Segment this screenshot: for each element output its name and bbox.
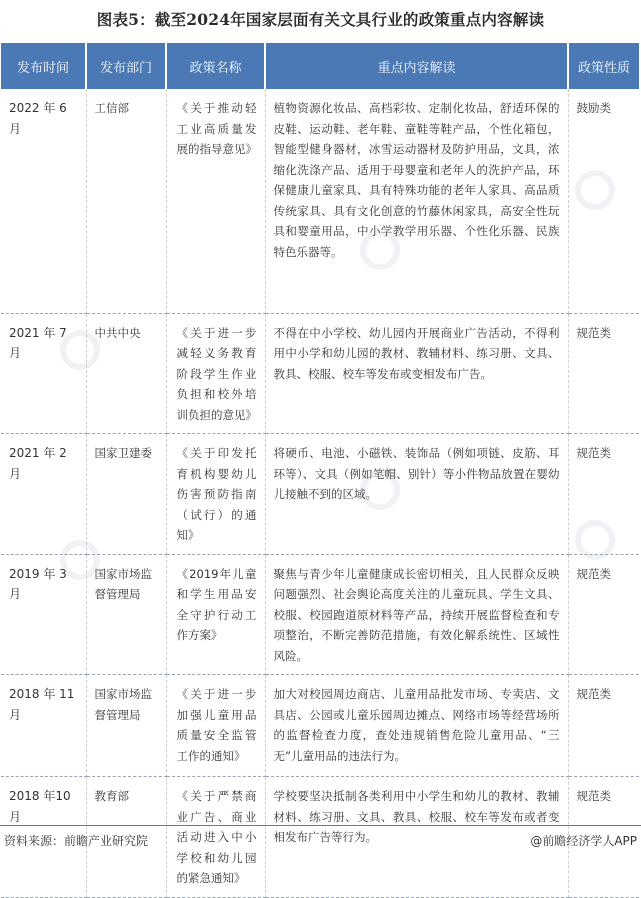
cell-content: 聚焦与青少年儿童健康成长密切相关，且人民群众反映问题强烈、社会舆论高度关注的儿童玩具、学生文具、校服、校园跑道原材料等产品，持续开展监督检查和专项整治，不断完善防范措施，有效化解系统性、区域性风险。: [265, 554, 568, 675]
cell-content: 植物资源化妆品、高档彩妆、定制化妆品，舒适环保的皮鞋、运动鞋、老年鞋、童鞋等鞋产品，个性化箱包，智能型健身器材，冰雪运动器材及防护用品，文具，浓缩化洗涤产品、适用于母婴童和老年人的洗护产品，环保健康儿童家具、具有特殊功能的老年人家具、高品质传统家具、具有文化创意的竹藤休闲家具，高安全性玩具和婴童用品，中小学教学用乐器、个性化乐器、民族特色乐器等。: [265, 89, 568, 313]
cell-content: 不得在中小学校、幼儿园内开展商业广告活动，不得利用中小学和幼儿园的教材、教辅材料、练习册、文具、教具、校服、校车等发布或变相发布广告。: [265, 313, 568, 434]
header-policy-name: 政策名称: [166, 43, 265, 89]
table-row: [1, 675, 639, 777]
source-note: 资料来源：前瞻产业研究院: [4, 834, 149, 848]
cell-dept: 教育部: [86, 777, 166, 898]
cell-date: 2018 年10 月: [1, 777, 86, 898]
header-dept: 发布部门: [86, 43, 166, 89]
table-header-row: [1, 43, 639, 89]
cell-policy-name: 《2019年儿童和学生用品安全守护行动工作方案》: [166, 554, 265, 675]
cell-nature: 鼓励类: [568, 89, 639, 313]
cell-nature: 规范类: [568, 777, 639, 898]
header-content: 重点内容解读: [265, 43, 568, 89]
cell-dept: 国家卫建委: [86, 434, 166, 555]
cell-policy-name: 《关于印发托育机构婴幼儿伤害预防指南（试行）的通知》: [166, 434, 265, 555]
cell-dept: 国家市场监督管理局: [86, 675, 166, 777]
cell-date: 2018 年 11 月: [1, 675, 86, 777]
publisher-credit: @前瞻经济学人APP: [530, 834, 637, 848]
footer-divider: [0, 825, 641, 826]
cell-nature: 规范类: [568, 434, 639, 555]
cell-content: 将硬币、电池、小磁铁、装饰品（例如项链、皮筋、耳环等）、文具（例如笔帽、别针）等小件物品放置在婴幼儿接触不到的区域。: [265, 434, 568, 555]
cell-dept: 工信部: [86, 89, 166, 313]
cell-nature: 规范类: [568, 675, 639, 777]
cell-date: 2022 年 6 月: [1, 89, 86, 313]
cell-nature: 规范类: [568, 313, 639, 434]
figure-title: 图表5：截至2024年国家层面有关文具行业的政策重点内容解读: [96, 10, 545, 29]
table-row: [1, 89, 639, 313]
table-row: [1, 313, 639, 434]
cell-policy-name: 《关于推动轻工业高质量发展的指导意见》: [166, 89, 265, 313]
cell-date: 2021 年 2 月: [1, 434, 86, 555]
cell-date: 2021 年 7 月: [1, 313, 86, 434]
table-row: [1, 434, 639, 555]
cell-policy-name: 《关于进一步减轻义务教育阶段学生作业负担和校外培训负担的意见》: [166, 313, 265, 434]
header-nature: 政策性质: [568, 43, 639, 89]
cell-policy-name: 《关于进一步加强儿童用品质量安全监管工作的通知》: [166, 675, 265, 777]
cell-content: 加大对校园周边商店、儿童用品批发市场、专卖店、文具店、公园或儿童乐园周边摊点、网络市场等经营场所的监督检查力度，查处违规销售危险儿童用品、“三无”儿童用品的违法行为。: [265, 675, 568, 777]
policy-table: [1, 43, 639, 898]
cell-policy-name: 《关于严禁商业广告、商业活动进入中小学校和幼儿园的紧急通知》: [166, 777, 265, 898]
cell-content: 学校要坚决抵制各类利用中小学生和幼儿的教材、教辅材料、练习册、文具、教具、校服、校车等发布或者变相发布广告等行为。: [265, 777, 568, 898]
header-date: 发布时间: [1, 43, 86, 89]
table-row: [1, 554, 639, 675]
cell-date: 2019 年 3 月: [1, 554, 86, 675]
cell-dept: 中共中央: [86, 313, 166, 434]
cell-nature: 规范类: [568, 554, 639, 675]
cell-dept: 国家市场监督管理局: [86, 554, 166, 675]
